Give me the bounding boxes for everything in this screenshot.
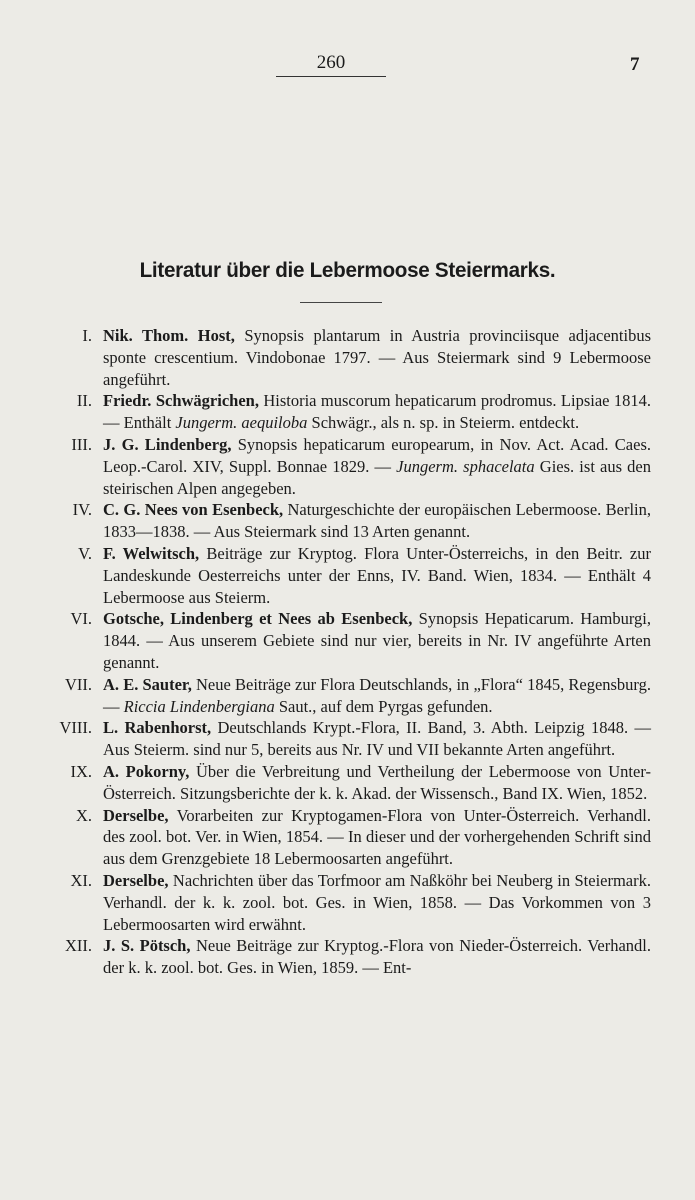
- entry-numeral: XI.: [70, 870, 92, 890]
- entry-body: Nachrichten über das Torfmoor am Naßköhr bei Neuberg in Steiermark. Verhandl. der k. k. zool. bot. Ges. in Wien, 1858. — Das Vorkommen von 3 Lebermoosarten wird erwähnt.: [103, 870, 651, 934]
- entry-author: Derselbe,: [103, 870, 169, 890]
- species-name: Riccia Lindenbergiana: [123, 696, 275, 716]
- entry-body: Deutschlands Krypt.-Flora, II. Band, 3. Abth. Leipzig 1848. — Aus Steierm. sind nur 5, bereits aus Nr. IV und VII bekannte Arten angeführt.: [103, 718, 651, 760]
- bibliography-entry: [0, 674, 695, 718]
- entry-author: L. Rabenhorst,: [103, 718, 212, 738]
- bibliography-entry: [0, 717, 695, 761]
- entry-author: J. G. Lindenberg,: [103, 434, 232, 454]
- entry-body: Vorarbeiten zur Kryptogamen-Flora von Unter-Österreich. Verhandl. des zool. bot. Ver. in Wien, 1854. — In dieser und der vorhergehenden Schrift sind aus dem Grenzgebiete 18 Lebermoosarten angeführt.: [103, 805, 651, 869]
- species-name: Jungerm. sphacelata: [396, 456, 535, 476]
- entry-text: [103, 805, 651, 870]
- bibliography-entry: [0, 499, 695, 543]
- entry-body: Neue Beiträge zur Flora Deutschlands, in „Flora“ 1845, Regensburg. —: [103, 674, 652, 716]
- page-number: 260: [316, 52, 346, 73]
- entry-numeral: VII.: [64, 674, 92, 694]
- entry-numeral: IX.: [70, 761, 92, 781]
- entry-body: Saut., auf dem Pyrgas gefunden.: [274, 696, 493, 716]
- entry-text: [103, 543, 651, 608]
- entry-body: Synopsis Hepaticarum. Hamburgi, 1844. — Aus unserem Gebiete sind nur vier, bereits in Nr. IV angeführte Arten genannt.: [103, 609, 651, 672]
- entry-author: C. G. Nees von Esenbeck,: [103, 500, 284, 520]
- bibliography-entry: [0, 608, 695, 673]
- entry-text: [103, 499, 651, 543]
- bibliography-entry: [0, 390, 695, 434]
- entry-text: [103, 325, 651, 390]
- entry-author: Derselbe,: [103, 805, 169, 825]
- header-rule: [276, 76, 386, 77]
- entry-numeral: VIII.: [59, 718, 92, 738]
- entry-author: A. E. Sauter,: [103, 674, 192, 694]
- entry-author: Nik. Thom. Host,: [103, 326, 235, 345]
- entry-numeral: III.: [71, 434, 92, 454]
- species-name: Jungerm. aequiloba: [175, 413, 308, 433]
- bibliography-entry: [0, 805, 695, 870]
- entry-text: [103, 674, 651, 718]
- page-title: Literatur über die Lebermoose Steiermarks.: [139, 258, 556, 282]
- entry-numeral: VI.: [70, 609, 92, 629]
- entry-author: Friedr. Schwägrichen,: [103, 391, 259, 411]
- entry-text: [103, 761, 651, 805]
- entry-numeral: X.: [75, 805, 92, 825]
- entry-author: Gotsche, Lindenberg et Nees ab Esenbeck,: [103, 609, 413, 629]
- bibliography-entry: [0, 543, 695, 608]
- bibliography-entry: [0, 325, 695, 390]
- entry-text: [103, 935, 651, 979]
- entry-numeral: IV.: [72, 500, 92, 520]
- entry-text: [103, 390, 651, 434]
- entry-numeral: I.: [82, 326, 92, 345]
- entry-body: Über die Verbreitung und Vertheilung der Lebermoose von Unter-Österreich. Sitzungsberichte der k. k. Akad. der Wissensch., Band IX. Wien, 1852.: [103, 761, 651, 803]
- entry-text: [103, 870, 651, 935]
- entry-body: Schwägr., als n. sp. in Steierm. entdeckt.: [307, 413, 580, 433]
- entry-body: Neue Beiträge zur Kryptog.-Flora von Nieder-Österreich. Verhandl. der k. k. zool. bot. Ges. in Wien, 1859. — Ent-: [103, 936, 652, 978]
- entry-author: J. S. Pötsch,: [103, 936, 191, 956]
- entry-body: Naturgeschichte der europäischen Lebermoose. Berlin, 1833—1838. — Aus Steiermark sind 13 Arten genannt.: [103, 500, 652, 542]
- entry-author: F. Welwitsch,: [103, 543, 200, 563]
- bibliography-entry: [0, 434, 695, 499]
- entry-body: Synopsis hepaticarum europearum, in Nov. Act. Acad. Caes. Leop.-Carol. XIV, Suppl. Bonnae 1829. —: [103, 434, 651, 476]
- signature-mark: 7: [630, 54, 640, 75]
- entry-text: [103, 717, 651, 761]
- entry-numeral: II.: [76, 391, 92, 411]
- bibliography-list: [0, 325, 695, 979]
- entry-text: [103, 434, 651, 499]
- bibliography-entry: [0, 870, 695, 935]
- bibliography-entry: [0, 935, 695, 979]
- entry-body: Historia muscorum hepaticarum prodromus. Lipsiae 1814. — Enthält: [103, 391, 652, 433]
- entry-body: Synopsis plantarum in Austria provinciisque adjacentibus sponte crescentium. Vindobonae 1797. — Aus Steiermark sind 9 Lebermoose angeführt.: [103, 326, 652, 389]
- entry-body: Beiträge zur Kryptog. Flora Unter-Österreichs, in den Beitr. zur Landeskunde Oesterreichs unter der Enns, IV. Band. Wien, 1834. — Enthält 4 Lebermoose aus Steierm.: [103, 543, 651, 607]
- entry-body: Gies. ist aus den steirischen Alpen angegeben.: [103, 456, 652, 498]
- bibliography-entry: [0, 761, 695, 805]
- title-rule: [300, 302, 382, 303]
- entry-numeral: V.: [78, 543, 92, 563]
- entry-author: A. Pokorny,: [103, 761, 190, 781]
- entry-numeral: XII.: [64, 936, 92, 956]
- entry-text: [103, 608, 651, 673]
